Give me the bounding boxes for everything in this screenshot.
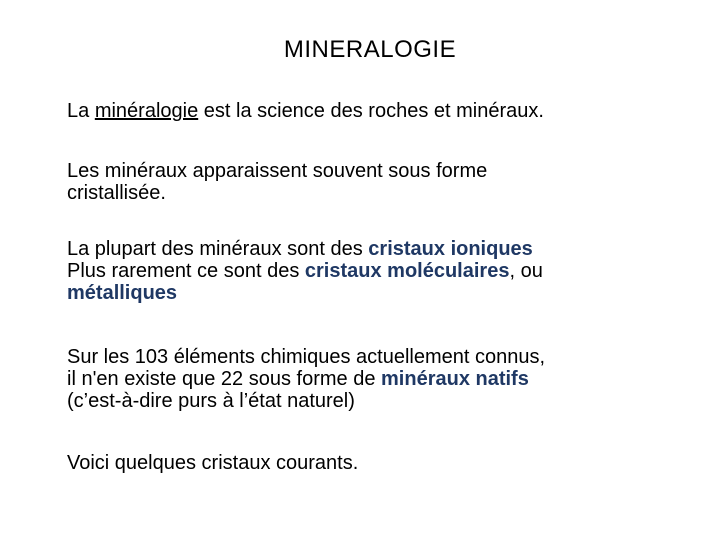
keyword-molecular-crystals: cristaux moléculaires: [304, 260, 510, 282]
crystal-types-line-3: [67, 282, 687, 304]
crystallized-line-2: cristallisée.: [67, 182, 166, 204]
crystal-types-text-2: Plus rarement ce sont des: [67, 260, 305, 282]
definition-text-end: est la science des roches et minéraux.: [198, 100, 544, 122]
paragraph-crystal-types: [67, 238, 687, 304]
slide-title: MINERALOGIE: [283, 36, 457, 63]
native-line-2: [67, 368, 687, 390]
paragraph-definition: [67, 100, 687, 122]
keyword-metallic: métalliques: [67, 282, 178, 304]
definition-text-start: La: [67, 100, 95, 122]
native-line-1: Sur les 103 éléments chimiques actuellement connus,: [67, 346, 546, 368]
native-text-2: il n'en existe que 22 sous forme de: [67, 368, 382, 390]
crystal-types-text-1: La plupart des minéraux sont des: [67, 238, 369, 260]
paragraph-native-minerals: [67, 346, 687, 412]
keyword-ionic-crystals: cristaux ioniques: [368, 238, 533, 260]
crystal-types-text-3: , ou: [509, 260, 543, 282]
definition-line: [67, 100, 687, 122]
paragraph-crystallized: [67, 160, 687, 204]
crystal-types-line-1: [67, 238, 687, 260]
native-line-3: (c’est-à-dire purs à l’état naturel): [67, 390, 355, 412]
keyword-native-minerals: minéraux natifs: [381, 368, 529, 390]
crystal-types-line-2: [67, 260, 687, 282]
mineralogie-term: minéralogie: [94, 100, 199, 122]
crystallized-line-1: Les minéraux apparaissent souvent sous forme: [67, 160, 488, 182]
paragraph-common-crystals: Voici quelques cristaux courants.: [67, 452, 359, 474]
